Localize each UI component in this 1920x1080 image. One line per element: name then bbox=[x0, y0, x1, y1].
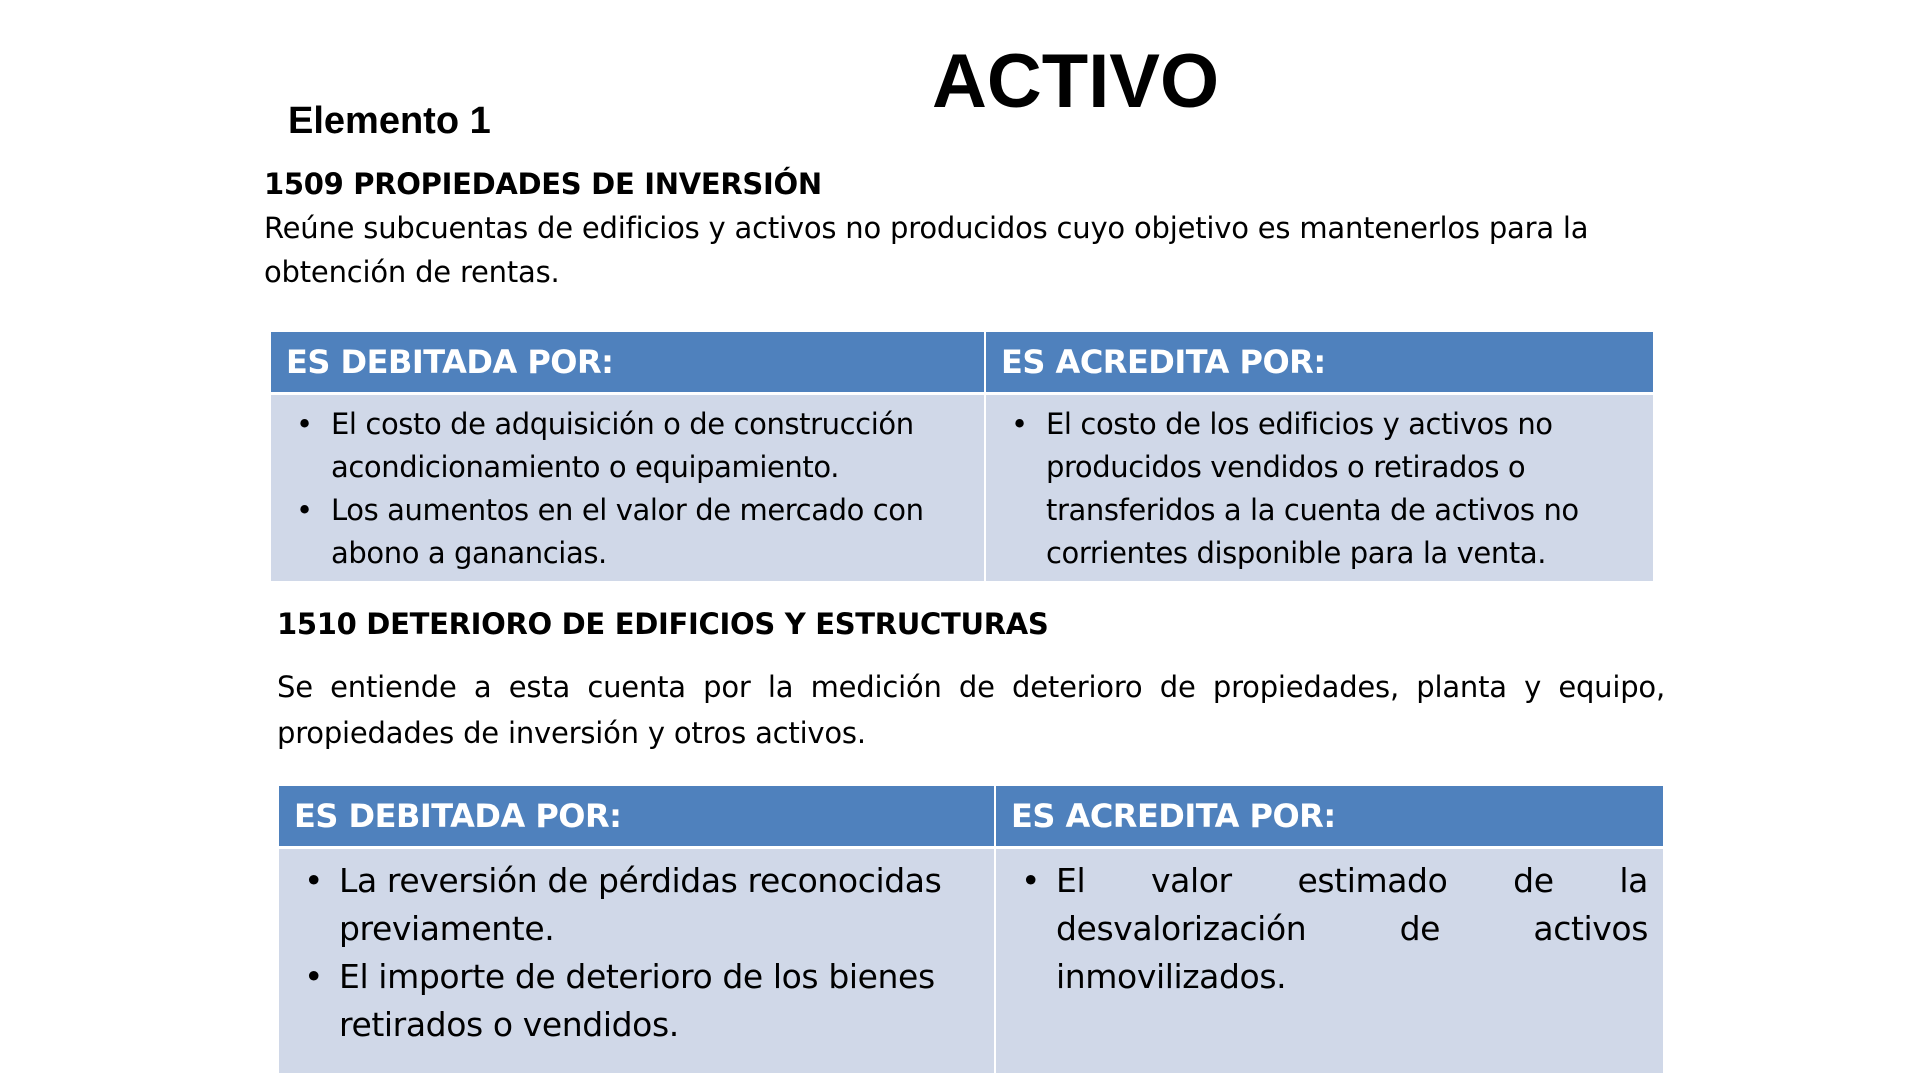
list-item: • El importe de deterioro de los bienes retirados o vendidos. bbox=[294, 953, 979, 1049]
credit-cell bbox=[995, 848, 1663, 1074]
list-item: • El costo de los edificios y activos no producidos vendidos o retirados o transferidos a la cuenta de activos no corrientes disponible para la venta. bbox=[1001, 403, 1638, 575]
debit-cell bbox=[271, 394, 985, 582]
list-item: • El valor estimado de la desvalorización de activos inmovilizados. bbox=[1011, 857, 1648, 1001]
element-label: Elemento 1 bbox=[288, 100, 491, 142]
credit-cell bbox=[985, 394, 1653, 582]
section-description-1510: Se entiende a esta cuenta por la medición de deterioro de propiedades, planta y equipo, propiedades de inversión y otros activos. bbox=[277, 670, 1665, 750]
bullet-icon: • bbox=[1021, 861, 1041, 900]
bullet-icon: • bbox=[1011, 407, 1028, 441]
account-table-1510 bbox=[279, 786, 1663, 1073]
debit-cell bbox=[279, 848, 995, 1074]
bullet-icon: • bbox=[296, 493, 313, 527]
debit-header: ES DEBITADA POR: bbox=[271, 332, 985, 394]
section-heading-1510: 1510 DETERIORO DE EDIFICIOS Y ESTRUCTURAS bbox=[277, 607, 1049, 641]
page-title: ACTIVO bbox=[932, 39, 1220, 124]
credit-list bbox=[1001, 403, 1638, 575]
section-heading-1509: 1509 PROPIEDADES DE INVERSIÓN bbox=[264, 167, 822, 201]
credit-list bbox=[1011, 857, 1648, 1001]
list-item: • La reversión de pérdidas reconocidas previamente. bbox=[294, 857, 979, 953]
bullet-icon: • bbox=[296, 407, 313, 441]
list-item: • El costo de adquisición o de construcción acondicionamiento o equipamiento. bbox=[286, 403, 969, 489]
debit-list bbox=[294, 857, 979, 1049]
debit-list bbox=[286, 403, 969, 575]
credit-header: ES ACREDITA POR: bbox=[995, 786, 1663, 848]
debit-header: ES DEBITADA POR: bbox=[279, 786, 995, 848]
credit-header: ES ACREDITA POR: bbox=[985, 332, 1653, 394]
section-description-1509: Reúne subcuentas de edificios y activos no producidos cuyo objetivo es mantenerlos para la obtención de rentas. bbox=[264, 211, 1589, 289]
account-table-1509 bbox=[271, 332, 1653, 581]
list-item: • Los aumentos en el valor de mercado con abono a ganancias. bbox=[286, 489, 969, 575]
bullet-icon: • bbox=[304, 861, 324, 900]
bullet-icon: • bbox=[304, 957, 324, 996]
